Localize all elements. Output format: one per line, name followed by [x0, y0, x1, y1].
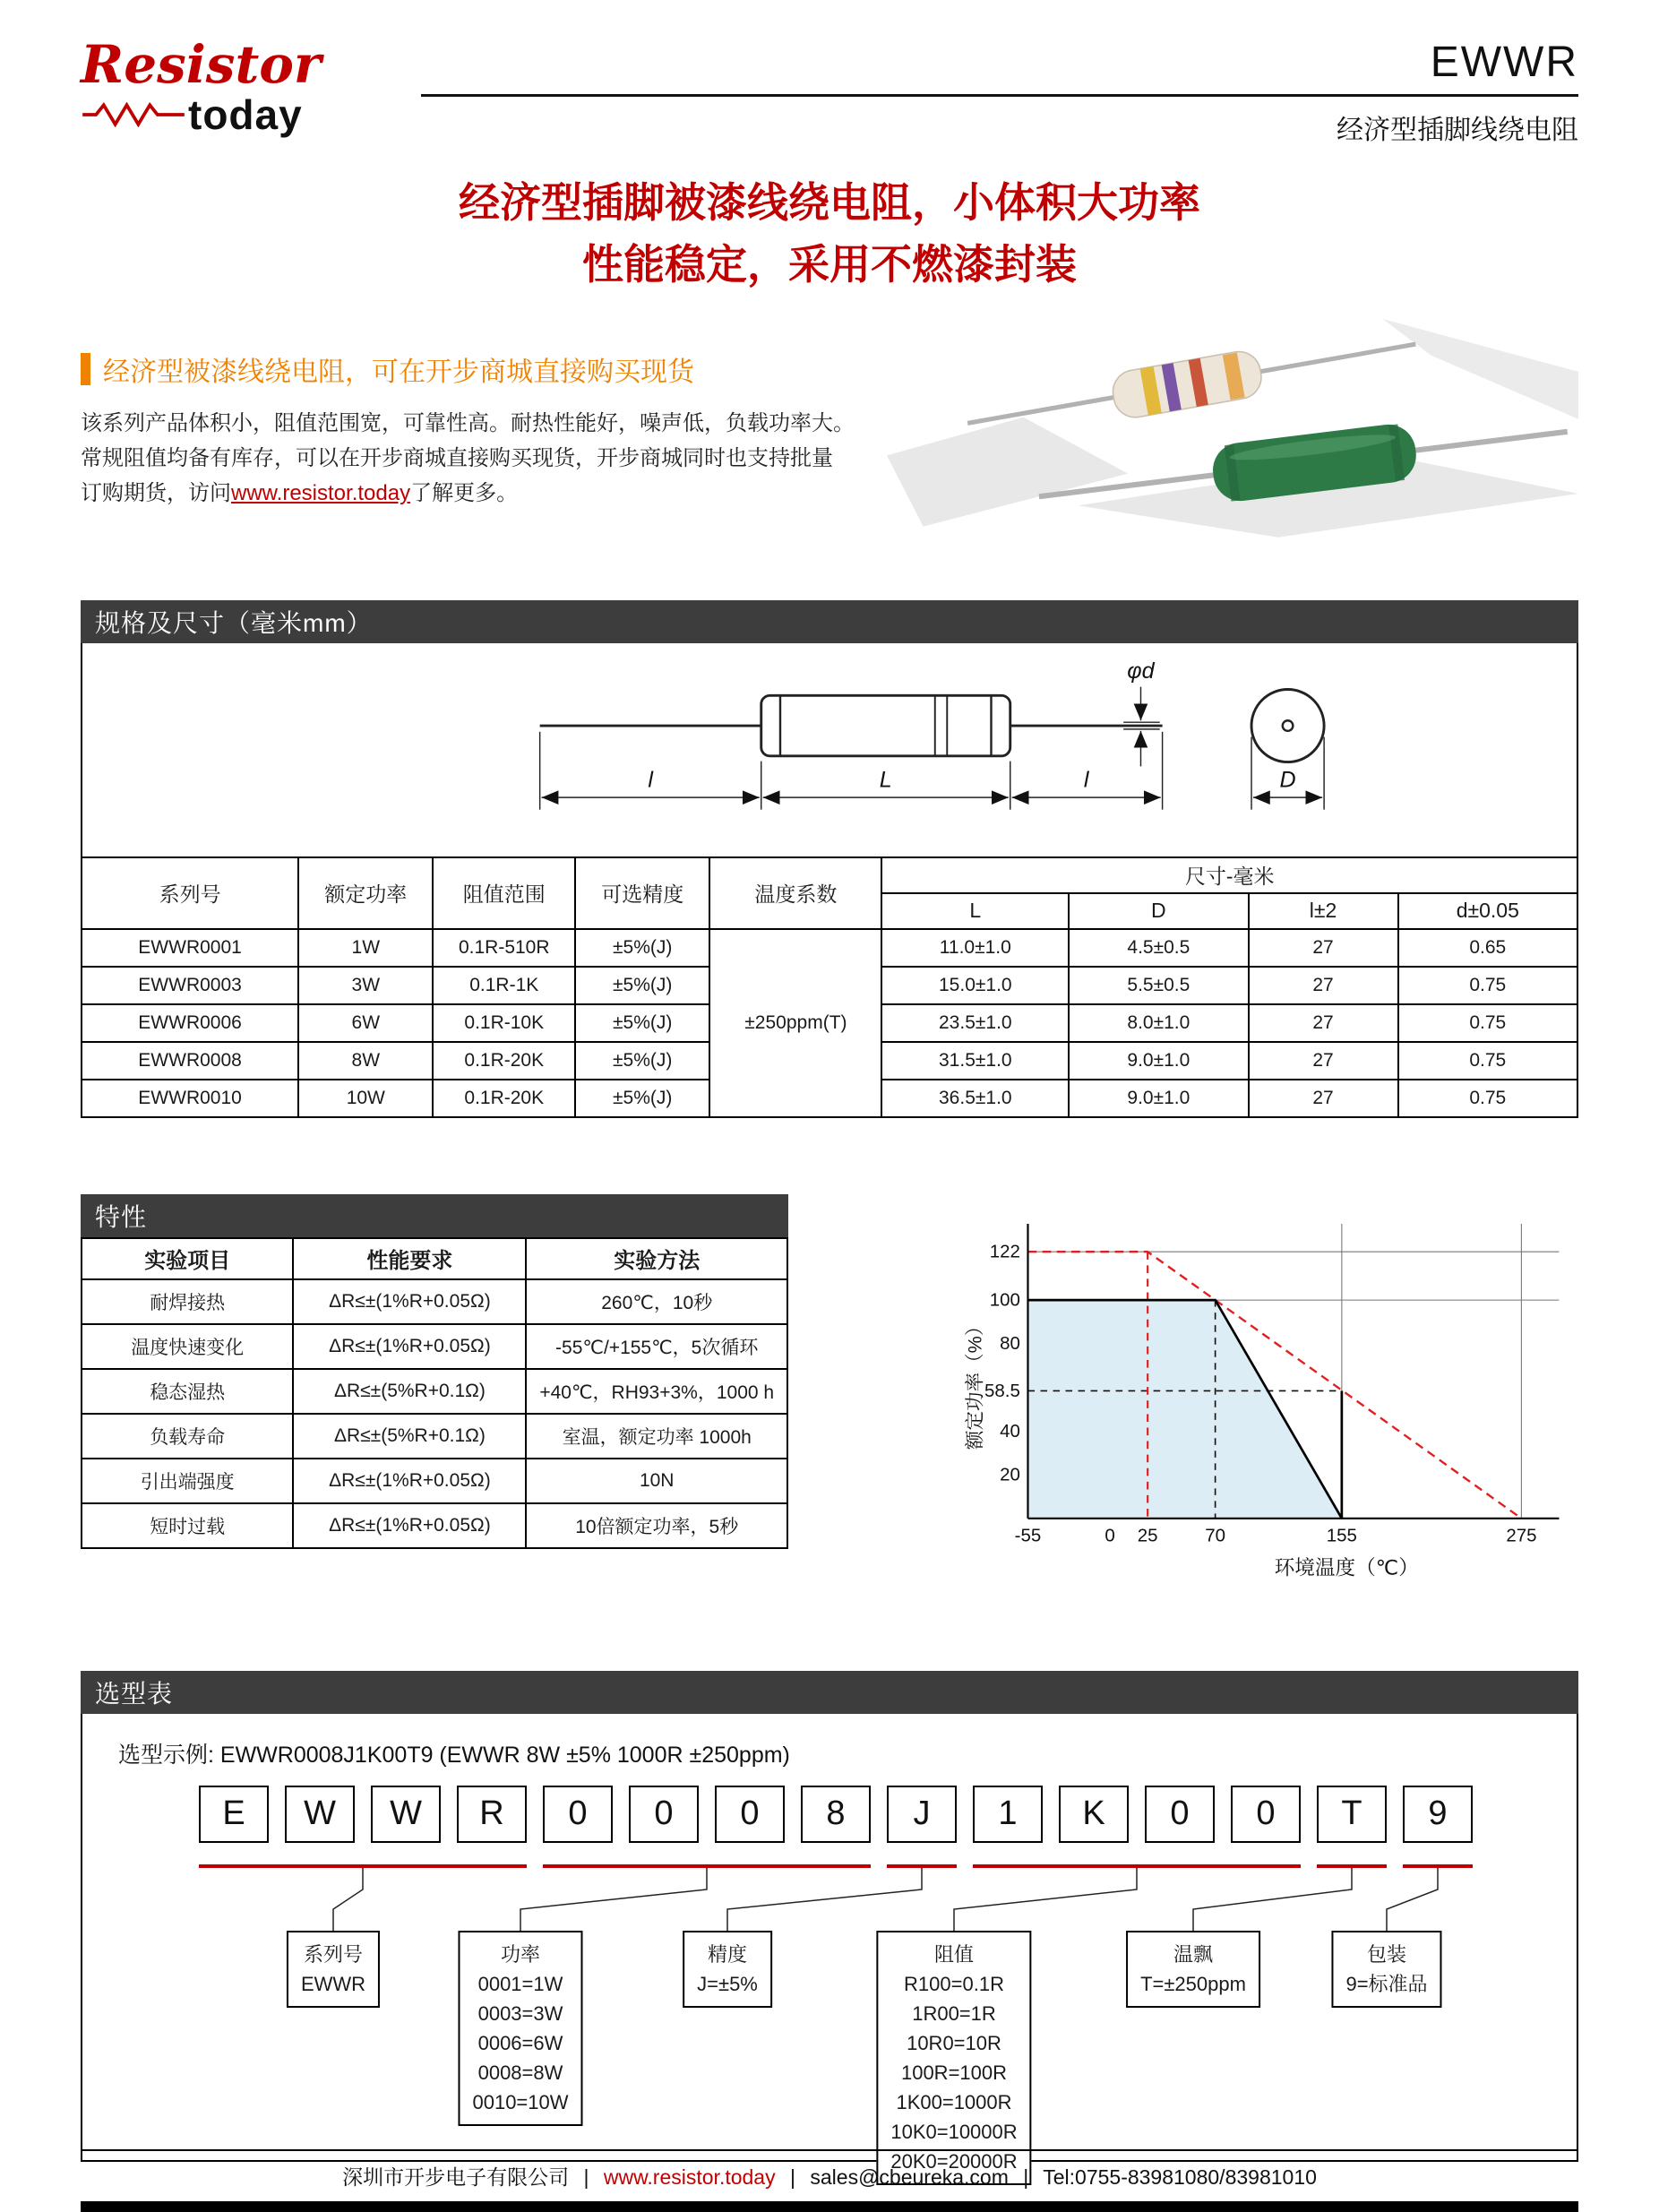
- spec-cell-power: 8W: [298, 1042, 433, 1080]
- spec-table: [81, 856, 1578, 1118]
- char-cell-req: ΔR≤±(1%R+0.05Ω): [293, 1279, 526, 1324]
- col-header-tolerance: 可选精度: [575, 857, 709, 929]
- intro-text-column: [81, 349, 887, 538]
- intro-body-line3-suffix: 了解更多。: [410, 480, 519, 505]
- char-row: [82, 1414, 787, 1459]
- code-char-box: W: [285, 1786, 355, 1843]
- spec-cell-range: 0.1R-1K: [433, 967, 575, 1004]
- option-values: [301, 1969, 365, 1999]
- code-char-box: 0: [1231, 1786, 1301, 1843]
- option-box-resistance: [876, 1931, 1031, 2185]
- col-header-l: l±2: [1249, 893, 1398, 929]
- option-value-line: 0001=1W: [477, 1972, 563, 1995]
- resistor-symbol-icon: [81, 102, 186, 127]
- option-value-line: 0008=8W: [477, 2061, 563, 2084]
- intro-paragraph: [81, 407, 887, 512]
- intro-body-line2: 常规阻值均备有库存，可以在开步商城直接购买现货，开步商城同时也支持批量: [81, 445, 833, 470]
- char-cell-item: 温度快速变化: [82, 1324, 293, 1369]
- option-value-line: 0006=6W: [477, 2031, 563, 2054]
- intro-heading-row: [81, 349, 887, 389]
- x-tick-m55: -55: [1014, 1525, 1042, 1546]
- char-cell-req: ΔR≤±(5%R+0.1Ω): [293, 1369, 526, 1414]
- col-header-requirement: 性能要求: [293, 1238, 526, 1279]
- intro-body-line1: 该系列产品体积小，阻值范围宽，可靠性高。耐热性能好，噪声低，负载功率大。: [81, 410, 855, 435]
- char-cell-item: 负载寿命: [82, 1414, 293, 1459]
- code-char-box: 0: [715, 1786, 785, 1843]
- char-cell-item: 耐焊接热: [82, 1279, 293, 1324]
- char-cell-req: ΔR≤±(1%R+0.05Ω): [293, 1503, 526, 1548]
- col-header-L: L: [881, 893, 1069, 929]
- footer-website-link[interactable]: www.resistor.today: [603, 2165, 776, 2189]
- option-title: 包装: [1366, 1942, 1406, 1966]
- option-values: [1140, 1969, 1246, 1999]
- group-connector-lines: [82, 1868, 1577, 1931]
- intro-body-line3-prefix: 订购期货，访问: [81, 480, 231, 505]
- part-number-code-row: [199, 1786, 1473, 1843]
- code-char-box: T: [1317, 1786, 1387, 1843]
- footer-telephone: Tel:0755-83981080/83981010: [1043, 2165, 1317, 2189]
- char-cell-method: 室温，额定功率 1000h: [526, 1414, 787, 1459]
- y-tick-40: 40: [1000, 1420, 1020, 1442]
- char-cell-method: 10倍额定功率，5秒: [526, 1503, 787, 1548]
- option-value-line: 20K0=20000R: [890, 2149, 1018, 2173]
- col-header-tempco: 温度系数: [709, 857, 881, 929]
- option-title: 系列号: [303, 1942, 363, 1966]
- spec-cell-range: 0.1R-510R: [433, 929, 575, 967]
- orange-accent-bar: [81, 353, 90, 385]
- spec-cell-tolerance: ±5%(J): [575, 929, 709, 967]
- char-cell-method: 260℃，10秒: [526, 1279, 787, 1324]
- spec-cell-series: EWWR0006: [82, 1004, 298, 1042]
- option-box-packaging: [1331, 1931, 1441, 2008]
- dim-label-phi-d: φd: [1127, 658, 1155, 684]
- resistor-today-link[interactable]: www.resistor.today: [231, 480, 411, 505]
- char-cell-method: +40℃，RH93+3%，1000 h: [526, 1369, 787, 1414]
- option-box-tempco: [1126, 1931, 1260, 2008]
- char-row: [82, 1459, 787, 1503]
- spec-cell-series: EWWR0001: [82, 929, 298, 967]
- product-photo-illustration: [887, 319, 1578, 538]
- spec-cell-D: 9.0±1.0: [1069, 1042, 1248, 1080]
- selection-example: 选型示例: EWWR0008J1K00T9 (EWWR 8W ±5% 1000R ±250ppm): [118, 1742, 790, 1768]
- char-row: [82, 1369, 787, 1414]
- option-box-power: [458, 1931, 582, 2126]
- header-right: [421, 38, 1578, 147]
- col-header-series: 系列号: [82, 857, 298, 929]
- characteristics-table: [81, 1237, 788, 1549]
- spec-cell-l: 27: [1249, 929, 1398, 967]
- option-value-line: 100R=100R: [900, 2061, 1008, 2084]
- char-row: [82, 1279, 787, 1324]
- spec-cell-tempco: ±250ppm(T): [709, 929, 881, 1117]
- spec-section: [81, 600, 1578, 1118]
- char-cell-req: ΔR≤±(1%R+0.05Ω): [293, 1324, 526, 1369]
- col-header-d: d±0.05: [1398, 893, 1577, 929]
- code-char-box: 9: [1403, 1786, 1473, 1843]
- footer-separator: |: [790, 2165, 795, 2189]
- option-value-line: 1R00=1R: [912, 2001, 996, 2025]
- selection-section-title: 选型表: [95, 1679, 174, 1708]
- option-value-line: R100=0.1R: [904, 1972, 1004, 1995]
- headline-line-1: 经济型插脚被漆线绕电阻，小体积大功率: [459, 178, 1200, 226]
- code-char-box: 0: [543, 1786, 613, 1843]
- characteristics-section-title: 特性: [95, 1202, 148, 1231]
- dim-label-D: D: [1279, 767, 1296, 793]
- spec-cell-l: 27: [1249, 1080, 1398, 1117]
- spec-cell-tolerance: ±5%(J): [575, 1080, 709, 1117]
- option-values: [697, 1969, 758, 1999]
- spec-cell-series: EWWR0008: [82, 1042, 298, 1080]
- char-header-row: [82, 1238, 787, 1279]
- derating-chart-svg: [960, 1200, 1578, 1586]
- dim-label-l-left: l: [648, 767, 653, 793]
- spec-header-row-1: [82, 857, 1577, 893]
- spec-cell-d: 0.75: [1398, 1004, 1577, 1042]
- logo-bottom-row: [81, 90, 385, 138]
- code-char-box: R: [457, 1786, 527, 1843]
- intro-heading: 经济型被漆线绕电阻，可在开步商城直接购买现货: [103, 357, 694, 387]
- code-char-box: 0: [1145, 1786, 1215, 1843]
- spec-section-title: 规格及尺寸（毫米mm）: [95, 608, 373, 637]
- x-tick-155: 155: [1326, 1525, 1357, 1546]
- spec-cell-D: 8.0±1.0: [1069, 1004, 1248, 1042]
- spec-cell-power: 1W: [298, 929, 433, 967]
- spec-cell-power: 6W: [298, 1004, 433, 1042]
- characteristics-column: [81, 1194, 788, 1549]
- x-tick-70: 70: [1205, 1525, 1226, 1546]
- page-header: [0, 0, 1659, 147]
- option-box-tolerance: [683, 1931, 772, 2008]
- selection-section-bar: [81, 1671, 1578, 1714]
- spec-cell-d: 0.75: [1398, 967, 1577, 1004]
- dim-label-l-right: l: [1083, 767, 1089, 793]
- col-header-method: 实验方法: [526, 1238, 787, 1279]
- code-char-box: K: [1059, 1786, 1129, 1843]
- code-char-box: 0: [629, 1786, 699, 1843]
- col-header-power: 额定功率: [298, 857, 433, 929]
- option-title: 阻值: [933, 1942, 975, 1966]
- dimension-drawing-box: [81, 643, 1578, 858]
- y-tick-80: 80: [1000, 1332, 1020, 1354]
- spec-cell-L: 31.5±1.0: [881, 1042, 1069, 1080]
- derating-chart: [960, 1200, 1578, 1586]
- logo-wordmark-resistor: Resistor: [81, 34, 322, 95]
- page-headline: [0, 172, 1659, 296]
- spec-cell-D: 5.5±0.5: [1069, 967, 1248, 1004]
- characteristics-section: [81, 1194, 1578, 1586]
- code-char-box: E: [199, 1786, 269, 1843]
- option-value-line: 10K0=10000R: [890, 2120, 1018, 2143]
- spec-cell-l: 27: [1249, 1042, 1398, 1080]
- footer-bottom-bar: [81, 2201, 1578, 2212]
- selection-section: [81, 1671, 1578, 2173]
- char-cell-req: ΔR≤±(1%R+0.05Ω): [293, 1459, 526, 1503]
- char-row: [82, 1503, 787, 1548]
- footer-text: [81, 2151, 1578, 2201]
- char-cell-method: 10N: [526, 1459, 787, 1503]
- spec-cell-range: 0.1R-20K: [433, 1080, 575, 1117]
- option-value-line: T=±250ppm: [1140, 1972, 1246, 1995]
- y-tick-100: 100: [989, 1289, 1020, 1311]
- spec-cell-D: 4.5±0.5: [1069, 929, 1248, 967]
- option-value-line: J=±5%: [697, 1972, 758, 1995]
- option-title: 功率: [500, 1942, 540, 1966]
- spec-cell-d: 0.65: [1398, 929, 1577, 967]
- code-char-box: 1: [973, 1786, 1043, 1843]
- col-header-range: 阻值范围: [433, 857, 575, 929]
- spec-cell-power: 10W: [298, 1080, 433, 1117]
- spec-cell-series: EWWR0003: [82, 967, 298, 1004]
- spec-cell-L: 15.0±1.0: [881, 967, 1069, 1004]
- headline-line-2: 性能稳定，采用不燃漆封装: [582, 240, 1077, 288]
- footer-separator: |: [583, 2165, 589, 2189]
- header-divider: [421, 94, 1578, 97]
- footer-email: sales@cbeureka.com: [810, 2165, 1009, 2189]
- spec-cell-L: 11.0±1.0: [881, 929, 1069, 967]
- logo-wordmark-today: today: [188, 90, 303, 138]
- characteristics-section-bar: [81, 1194, 788, 1237]
- col-header-D: D: [1069, 893, 1248, 929]
- spec-cell-L: 36.5±1.0: [881, 1080, 1069, 1117]
- char-row: [82, 1324, 787, 1369]
- selection-box: [81, 1714, 1578, 2173]
- product-family-subtitle: 经济型插脚线绕电阻: [1337, 115, 1578, 145]
- page-footer: [81, 2149, 1578, 2212]
- spec-cell-tolerance: ±5%(J): [575, 967, 709, 1004]
- char-cell-item: 引出端强度: [82, 1459, 293, 1503]
- char-cell-req: ΔR≤±(5%R+0.1Ω): [293, 1414, 526, 1459]
- spec-cell-series: EWWR0010: [82, 1080, 298, 1117]
- footer-separator: |: [1023, 2165, 1029, 2189]
- x-tick-0: 0: [1105, 1525, 1115, 1546]
- option-value-line: 0003=3W: [477, 2001, 563, 2025]
- char-cell-method: -55℃/+155℃，5次循环: [526, 1324, 787, 1369]
- x-tick-25: 25: [1137, 1525, 1158, 1546]
- spec-cell-l: 27: [1249, 967, 1398, 1004]
- option-value-line: 9=标准品: [1345, 1972, 1428, 1995]
- y-tick-58-5: 58.5: [984, 1380, 1020, 1401]
- product-code: EWWR: [1430, 39, 1578, 86]
- footer-company: 深圳市开步电子有限公司: [342, 2165, 570, 2189]
- option-value-line: 0010=10W: [472, 2090, 569, 2113]
- option-value-line: 1K00=1000R: [896, 2090, 1012, 2113]
- option-title: 精度: [707, 1942, 747, 1966]
- code-char-box: J: [887, 1786, 957, 1843]
- char-cell-item: 稳态湿热: [82, 1369, 293, 1414]
- spec-row: [82, 929, 1577, 967]
- option-values: [1345, 1969, 1427, 1999]
- col-header-test-item: 实验项目: [82, 1238, 293, 1279]
- option-values: [472, 1969, 568, 2117]
- spec-cell-d: 0.75: [1398, 1080, 1577, 1117]
- x-tick-275: 275: [1506, 1525, 1537, 1546]
- spec-cell-L: 23.5±1.0: [881, 1004, 1069, 1042]
- y-tick-122: 122: [989, 1241, 1020, 1262]
- spec-cell-power: 3W: [298, 967, 433, 1004]
- intro-section: [81, 349, 1578, 538]
- dim-label-L: L: [879, 767, 892, 793]
- spec-cell-range: 0.1R-10K: [433, 1004, 575, 1042]
- y-axis-title: 额定功率（%）: [963, 1316, 986, 1450]
- spec-cell-D: 9.0±1.0: [1069, 1080, 1248, 1117]
- code-char-box: 8: [801, 1786, 871, 1843]
- spec-section-bar: [81, 600, 1578, 643]
- resistor-photo-svg: [887, 319, 1578, 538]
- spec-cell-tolerance: ±5%(J): [575, 1042, 709, 1080]
- char-cell-item: 短时过载: [82, 1503, 293, 1548]
- spec-cell-tolerance: ±5%(J): [575, 1004, 709, 1042]
- option-box-series: [287, 1931, 380, 2008]
- x-axis-title: 环境温度（℃）: [1274, 1555, 1419, 1579]
- y-tick-20: 20: [1000, 1464, 1020, 1485]
- option-title: 温飘: [1173, 1942, 1213, 1966]
- option-value-line: EWWR: [300, 1972, 366, 1995]
- option-value-line: 10R0=10R: [907, 2031, 1001, 2054]
- dimension-drawing-svg: [82, 652, 1577, 851]
- spec-cell-range: 0.1R-20K: [433, 1042, 575, 1080]
- code-char-box: W: [371, 1786, 441, 1843]
- option-values: [890, 1969, 1017, 2176]
- resistor-today-logo: [81, 34, 385, 138]
- spec-cell-l: 27: [1249, 1004, 1398, 1042]
- col-header-dimensions: 尺寸-毫米: [881, 857, 1577, 893]
- spec-cell-d: 0.75: [1398, 1042, 1577, 1080]
